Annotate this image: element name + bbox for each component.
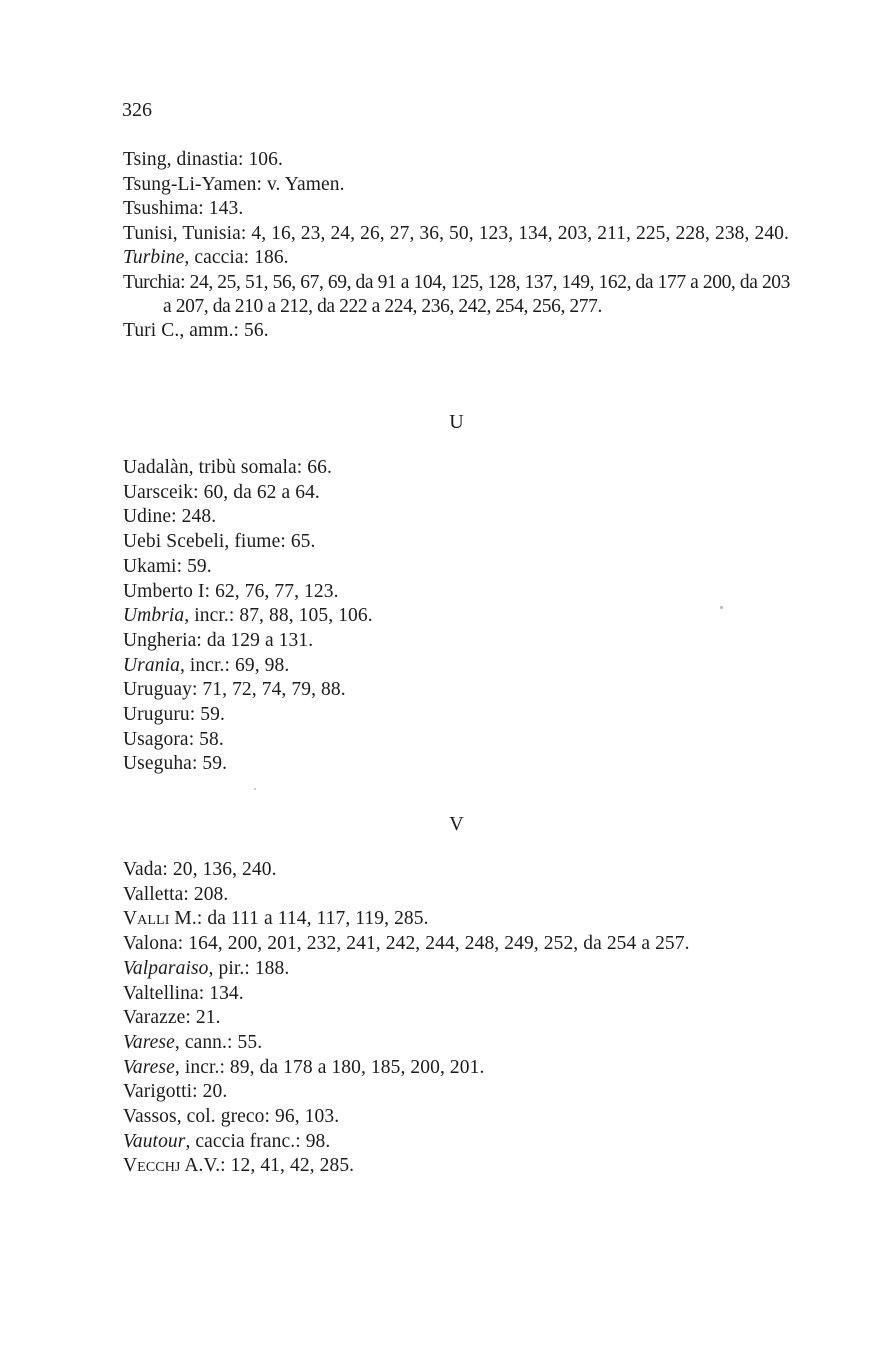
index-entry <box>123 555 793 580</box>
section-letter-v: V <box>449 813 464 835</box>
print-speck <box>720 606 723 609</box>
entry-heading: Varese <box>123 1056 175 1078</box>
entry-references: , tribù somala: 66. <box>188 457 332 478</box>
entry-heading: Valli M. <box>123 908 197 930</box>
index-entry <box>123 858 793 883</box>
entry-references: : 208. <box>183 883 229 905</box>
entry-references: , incr.: 89, da 178 a 180, 185, 200, 201. <box>174 1056 485 1078</box>
entry-heading: Turi C. <box>123 319 180 341</box>
entry-references: , dinastia: 106. <box>166 149 283 170</box>
entry-heading: Udine <box>123 506 172 528</box>
entry-references: , fiume: 65. <box>224 531 316 553</box>
entry-heading: Uarsceik <box>123 481 194 503</box>
index-entry <box>123 957 793 982</box>
index-entry <box>123 271 793 319</box>
entry-heading: Useguha <box>123 753 192 775</box>
entry-references: , incr.: 69, 98. <box>179 654 290 676</box>
index-entry <box>123 728 793 753</box>
entry-heading: Valparaiso <box>123 957 209 979</box>
entry-references: : 134. <box>198 982 244 1004</box>
entry-references: , amm.: 56. <box>179 319 269 341</box>
entry-heading: Varigotti <box>123 1081 193 1103</box>
entry-references: : 59. <box>189 704 225 726</box>
index-entry <box>123 629 793 654</box>
index-entry <box>123 883 793 908</box>
index-entry <box>123 173 793 198</box>
index-section-t <box>123 148 793 344</box>
entry-references: : 21. <box>185 1007 221 1029</box>
section-letter-u: U <box>449 411 464 433</box>
entry-heading: Uruguay <box>123 679 192 701</box>
entry-references: : 248. <box>171 506 217 528</box>
entry-heading: Varese <box>123 1031 175 1053</box>
index-entry <box>123 246 793 271</box>
index-entry <box>123 580 793 605</box>
page-number: 326 <box>122 99 152 121</box>
index-entry <box>123 678 793 703</box>
entry-references: , col. greco: 96, 103. <box>176 1106 340 1128</box>
index-entry <box>123 148 793 173</box>
entry-references: : 62, 76, 77, 123. <box>204 580 339 602</box>
index-entry <box>123 1130 793 1155</box>
entry-references: , pir.: 188. <box>208 957 290 979</box>
index-entry <box>123 604 793 629</box>
entry-heading: Varazze <box>123 1007 186 1029</box>
entry-references: : 71, 72, 74, 79, 88. <box>191 679 346 701</box>
entry-references: : 4, 16, 23, 24, 26, 27, 36, 50, 123, 134, 203, 211, 225, 228, 238, 240. <box>240 223 790 245</box>
index-entry <box>123 319 793 344</box>
index-entry <box>123 1031 793 1056</box>
entry-references: : da 129 a 131. <box>196 629 314 651</box>
entry-heading: Ungheria <box>123 629 197 651</box>
index-entry <box>123 1080 793 1105</box>
entry-heading: Umberto I <box>123 580 205 602</box>
entry-heading: Tunisi, Tunisia <box>123 223 241 245</box>
entry-heading: Tsing <box>123 149 167 170</box>
entry-references: : v. Yamen. <box>256 173 345 195</box>
entry-heading: Usagora <box>123 728 189 750</box>
entry-heading: Valona <box>123 933 178 955</box>
index-entry <box>123 222 793 246</box>
entry-heading: Uadalàn <box>123 457 189 478</box>
entry-heading: Vassos <box>123 1106 177 1128</box>
entry-heading: Valtellina <box>123 982 199 1004</box>
entry-references: : 60, da 62 a 64. <box>193 481 320 503</box>
entry-references: : 59. <box>191 753 228 775</box>
entry-references: : 20, 136, 240. <box>162 859 277 880</box>
print-speck <box>254 788 256 790</box>
entry-heading: Uruguru <box>123 704 190 726</box>
index-entry <box>123 932 793 957</box>
entry-references: : 12, 41, 42, 285. <box>220 1155 355 1177</box>
entry-references: , incr.: 87, 88, 105, 106. <box>184 605 373 627</box>
index-entry <box>123 456 793 481</box>
entry-references: , cann.: 55. <box>174 1031 263 1053</box>
entry-heading: Valletta <box>123 883 184 905</box>
entry-heading: Turbine <box>123 247 185 269</box>
entry-references: , caccia franc.: 98. <box>185 1130 331 1152</box>
entry-heading: Vecchj A.V. <box>123 1155 221 1177</box>
index-entry <box>123 982 793 1007</box>
index-entry <box>123 1105 793 1130</box>
entry-references: : 20. <box>192 1081 228 1103</box>
index-entry <box>123 1006 793 1031</box>
entry-heading: Umbria <box>123 605 185 627</box>
index-section-u <box>123 456 793 777</box>
index-entry <box>123 481 793 506</box>
entry-references: : 58. <box>188 728 224 750</box>
entry-heading: Uebi Scebeli <box>123 531 225 553</box>
index-entry <box>123 1056 793 1081</box>
index-entry <box>123 907 793 932</box>
entry-heading: Tsung-Li-Yamen <box>123 173 257 195</box>
entry-references: : 143. <box>198 198 244 220</box>
entry-heading: Vada <box>123 859 163 880</box>
entry-references: : da 111 a 114, 117, 119, 285. <box>196 908 429 930</box>
entry-heading: Ukami <box>123 555 177 577</box>
index-entry <box>123 1154 793 1179</box>
entry-heading: Turchia <box>123 271 181 293</box>
index-entry <box>123 197 793 222</box>
index-entry <box>123 530 793 555</box>
entry-heading: Vautour <box>123 1130 186 1152</box>
index-entry <box>123 505 793 530</box>
entry-references: , caccia: 186. <box>184 247 289 269</box>
entry-heading: Urania <box>123 654 180 676</box>
entry-references: : 24, 25, 51, 56, 67, 69, da 91 a 104, 125, 128, 137, 149, 162, da 177 a 200, da 203 a 207, da 210 a 212, da 222 a 224, 236, 242, 254, 256, 277. <box>163 271 790 317</box>
index-entry <box>123 654 793 679</box>
index-entry <box>123 752 793 777</box>
entry-heading: Tsushima <box>123 198 199 220</box>
index-section-v <box>123 858 793 1179</box>
index-entry <box>123 703 793 728</box>
entry-references: : 59. <box>176 555 212 577</box>
entry-references: : 164, 200, 201, 232, 241, 242, 244, 248, 249, 252, da 254 a 257. <box>177 933 690 955</box>
